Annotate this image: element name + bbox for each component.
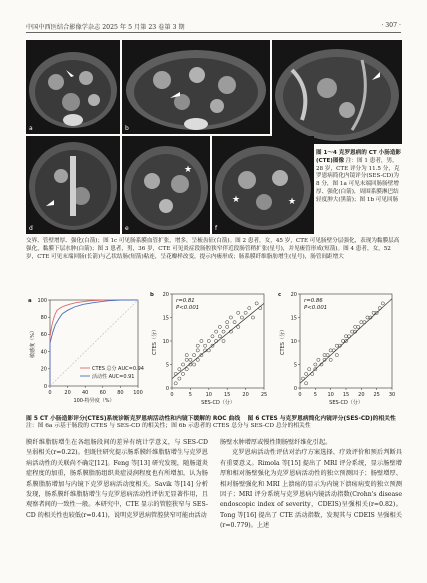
scatter-point [255, 302, 258, 305]
scatter-point [215, 330, 218, 333]
scatter-point [181, 372, 184, 375]
x-tick-label: 5 [188, 392, 192, 398]
scatter-point [211, 335, 214, 338]
x-tick-label: 25 [373, 392, 380, 398]
y-tick-label: 0 [165, 385, 169, 392]
scatter-point [344, 335, 347, 338]
ct-image-panel-c [272, 40, 402, 144]
scatter-point [357, 325, 360, 328]
x-tick-label: 15 [342, 392, 350, 398]
scatter-point [174, 372, 177, 375]
scatter-point [311, 372, 314, 375]
scatter-point [363, 321, 366, 324]
scatter-point [207, 349, 210, 352]
fit-line [300, 299, 392, 384]
scatter-point [335, 354, 338, 357]
x-tick-label: 40 [82, 390, 89, 396]
roc-chart-svg [26, 294, 146, 412]
x-tick-label: 0 [48, 390, 52, 396]
scatter-point [226, 325, 229, 328]
x-axis-label: SES-CD（分） [201, 400, 235, 406]
figure-1-caption-text: 注：图 1 患者，男，28 岁，CTE 评分为 11.5 分，克罗恩病简化内镜评分(SES-CD)为 8 分，图 1a 可见末端回肠肠壁增厚、强化(白箭)，周围系膜淋巴结轻度肿大(黑箭)；图 1b 可见回肠 [316, 157, 400, 203]
ct-image-panel-b [122, 40, 270, 134]
header-rule [26, 32, 401, 33]
scatter-point [251, 316, 254, 319]
scatter-point [341, 339, 344, 342]
scatter-point [174, 382, 177, 385]
y-tick-label: 15 [290, 315, 297, 322]
x-tick-label: 10 [205, 392, 212, 398]
x-tick-label: 80 [117, 390, 124, 396]
scatter-point [329, 358, 332, 361]
scatter-point [185, 358, 188, 361]
scatter-point [196, 358, 199, 361]
y-tick-label: 10 [162, 338, 169, 345]
y-tick-label: 10 [290, 338, 297, 345]
scatter-point [305, 382, 308, 385]
panel-label-e: e [125, 225, 129, 232]
x-tick-label: 20 [358, 392, 365, 398]
scatter-point [204, 344, 207, 347]
x-tick-label: 20 [242, 392, 249, 398]
scatter-point [185, 368, 188, 371]
y-axis-label: CTES（分） [280, 327, 286, 355]
y-tick-label: 20 [40, 366, 47, 373]
chart-panel-label: c [278, 292, 282, 298]
scatter-point [244, 311, 247, 314]
scatter-point [185, 354, 188, 357]
y-tick-label: 0 [43, 383, 47, 390]
scatter-point [308, 368, 311, 371]
scatter-point [189, 358, 192, 361]
body-column-right [220, 438, 402, 532]
scatter-point [259, 307, 262, 310]
scatter-point [181, 363, 184, 366]
panel-label-f: f [215, 225, 218, 232]
y-axis-label: 敏感度（%） [30, 328, 36, 358]
panel-label-b: b [125, 125, 129, 132]
scatter-point [237, 311, 240, 314]
x-tick-label: 10 [327, 392, 334, 398]
scatter-chart-segments-svg [148, 288, 272, 414]
scatter-point [326, 354, 329, 357]
scatter-point [381, 302, 384, 305]
figure-5-caption: 图 5 CT 小肠造影评分(CTES)系统诊断克罗恩病活动性和内镜下缓解的 ROC 曲线 [26, 416, 241, 422]
scatter-point [366, 316, 369, 319]
scatter-point [329, 349, 332, 352]
panel-label-a: a [29, 125, 33, 132]
scatter-point [196, 349, 199, 352]
scatter-point [347, 335, 350, 338]
scatter-point [178, 377, 181, 380]
x-tick-label: 20 [64, 390, 71, 396]
scatter-point [332, 349, 335, 352]
p-value: P<0.001 [304, 305, 328, 311]
scatter-point [222, 339, 225, 342]
scatter-point [335, 344, 338, 347]
scatter-point [233, 321, 236, 324]
chart-panel-label: b [150, 292, 154, 298]
ct-image-panel-d [26, 136, 120, 234]
p-value: P<0.001 [176, 305, 200, 311]
legend-label: 活动性 AUC=0.91 [92, 373, 135, 380]
scatter-point [301, 377, 304, 380]
roc-chart [26, 294, 146, 412]
figure-5-6-captions [26, 416, 402, 431]
svg-text:★: ★ [288, 197, 297, 207]
scatter-point [372, 311, 375, 314]
svg-text:★: ★ [184, 165, 193, 175]
scatter-point [354, 325, 357, 328]
y-tick-label: 100 [37, 297, 47, 304]
scatter-point [196, 344, 199, 347]
scatter-point [192, 363, 195, 366]
scatter-point [360, 321, 363, 324]
figure-6-note: 注：图 6a 示基于肠段的 CTES 与 SES-CD 的相关性；图 6b 示患者的 CTES 总分与 SES-CD 总分的相关性 [26, 423, 311, 430]
scatter-point [192, 354, 195, 357]
x-tick-label: 25 [260, 392, 268, 398]
x-tick-label: 60 [99, 390, 106, 396]
body-paragraph: 肠壁水肿增厚或慢性期肠壁纤维化引起。 [220, 439, 332, 446]
scatter-point [218, 325, 221, 328]
figure-1-caption-title: 图 1～4 克罗恩病的 CT 小肠造影(CTE)图像 [316, 150, 402, 164]
scatter-point [178, 368, 181, 371]
scatter-point [314, 363, 317, 366]
x-tick-label: 0 [298, 392, 302, 398]
y-tick-label: 5 [165, 362, 169, 369]
svg-text:★: ★ [232, 195, 241, 205]
scatter-point [222, 330, 225, 333]
y-tick-label: 20 [290, 291, 297, 298]
scatter-point [248, 307, 251, 310]
y-tick-label: 15 [162, 315, 169, 322]
y-tick-label: 5 [293, 362, 297, 369]
body-paragraph: 膜纤维脂肪增生在各组肠段间的差异有统计学意义，与 SES-CD 呈弱相关(r=0.22)。但既往研究提示肠系膜纤维脂肪增生与克罗恩病活动性的关联尚不确定[12]。Feng 等[13] 研究发现，随肠道炎症程度的加重，肠系膜脂肪组织炎症浸润程度也有所增加，认为肠系膜脂肪增加与内镜下克罗恩病活动度相关。Savik 等[14] 分析发现，肠系膜纤维脂肪增生与克罗恩病活动性评估无显著作用，且观察者间的一致性一般。本研究中，CTE 显示的管腔狭窄与 SES-CD 的相关性也较低(r=0.41)，说明克罗恩病管腔狭窄可能由活动 [26, 439, 208, 519]
scatter-point [351, 330, 354, 333]
scatter-point [323, 354, 326, 357]
running-header-journal: 中国中西医结合影像学杂志 2025 年 5 月第 23 卷第 3 期 [26, 24, 185, 31]
y-tick-label: 80 [40, 315, 47, 321]
x-tick-label: 30 [388, 392, 396, 398]
scatter-point [229, 316, 232, 319]
scatter-point [378, 307, 381, 310]
x-tick-label: 100 [133, 390, 143, 396]
ct-image-panel-f [212, 136, 314, 234]
scatter-chart-segments [148, 288, 272, 414]
x-axis-label: SES-CD（分） [329, 400, 363, 406]
chart-panel-label: a [28, 298, 32, 304]
scatter-point [207, 339, 210, 342]
x-tick-label: 5 [313, 392, 317, 398]
scatter-chart-patients [276, 288, 402, 414]
figure-1-caption-continued: 交界、管壁增厚、强化(白箭)；图 1c 可见肠系膜血管扩张，增多，呈梳齿征(白箭)。图 2 患者，女，45 岁，CTE 可见肠壁分层强化，表现为黏膜层高强化，黏膜下层水肿(白箭)；图 3 患者，男，36 岁，CTE 可见炎症段肠腔狭窄伴近段肠管稍扩张(星号)，并见瘘管形成(短箭)。图 4 患者，女，52 岁，CTE 可见末端回肠(长箭)与乙状结肠(短箭)粘连，呈花瓣样改变，提示内瘘形成；肠系膜纤维脂肪增生(星号)，肠管间距增大 [26, 238, 400, 260]
y-tick-label: 40 [40, 349, 47, 356]
figure-6-caption: 图 6 CTES 与克罗恩病简化内镜评分(SES-CD)的相关性 [247, 416, 396, 422]
scatter-point [305, 372, 308, 375]
scatter-point [200, 339, 203, 342]
scatter-chart-patients-svg [276, 288, 402, 414]
y-tick-label: 60 [40, 332, 47, 339]
x-tick-label: 0 [170, 392, 174, 398]
figure-1-caption [316, 150, 402, 205]
correlation-r: r=0.86 [304, 298, 323, 304]
scatter-point [218, 335, 221, 338]
scatter-point [237, 325, 240, 328]
x-tick-label: 15 [224, 392, 231, 398]
page-number: · 307 · [381, 22, 401, 29]
correlation-r: r=0.81 [176, 298, 195, 304]
legend-label: CTES 总分 AUC=0.94 [92, 365, 144, 372]
body-column-left [26, 438, 208, 521]
y-tick-label: 20 [162, 291, 169, 298]
body-paragraph: 克罗恩病活动性评估对治疗方案选择、疗效评价和预后判断具有重要意义。Rimola 等[15] 提出了 MRI 评分系统，显示肠壁增厚和相对肠壁强化为克罗恩病活动性的独立预测因子；肠壁增厚、相对肠壁强化和 MRI 上溃疡的显示为内镜下溃疡病变的独立预测因子；MRI 评分系统与克罗恩病内镜活动指数(Crohn's disease endoscopic index of severity，CDEIS)呈强相关(r=0.82)。Tong 等[16] 提出了 CTE 活动指数，发现其与 CDEIS 呈强相关(r=0.779)。上述 [220, 449, 402, 530]
y-tick-label: 0 [293, 385, 297, 392]
panel-label-d: d [29, 225, 33, 232]
scatter-point [317, 358, 320, 361]
ct-image-panel-e [122, 136, 210, 234]
y-axis-label: CTES（分） [152, 327, 158, 355]
scatter-point [240, 316, 243, 319]
ct-image-panel-a [26, 40, 120, 134]
x-axis-label: 100-特异度（%） [73, 398, 115, 404]
scatter-point [226, 321, 229, 324]
